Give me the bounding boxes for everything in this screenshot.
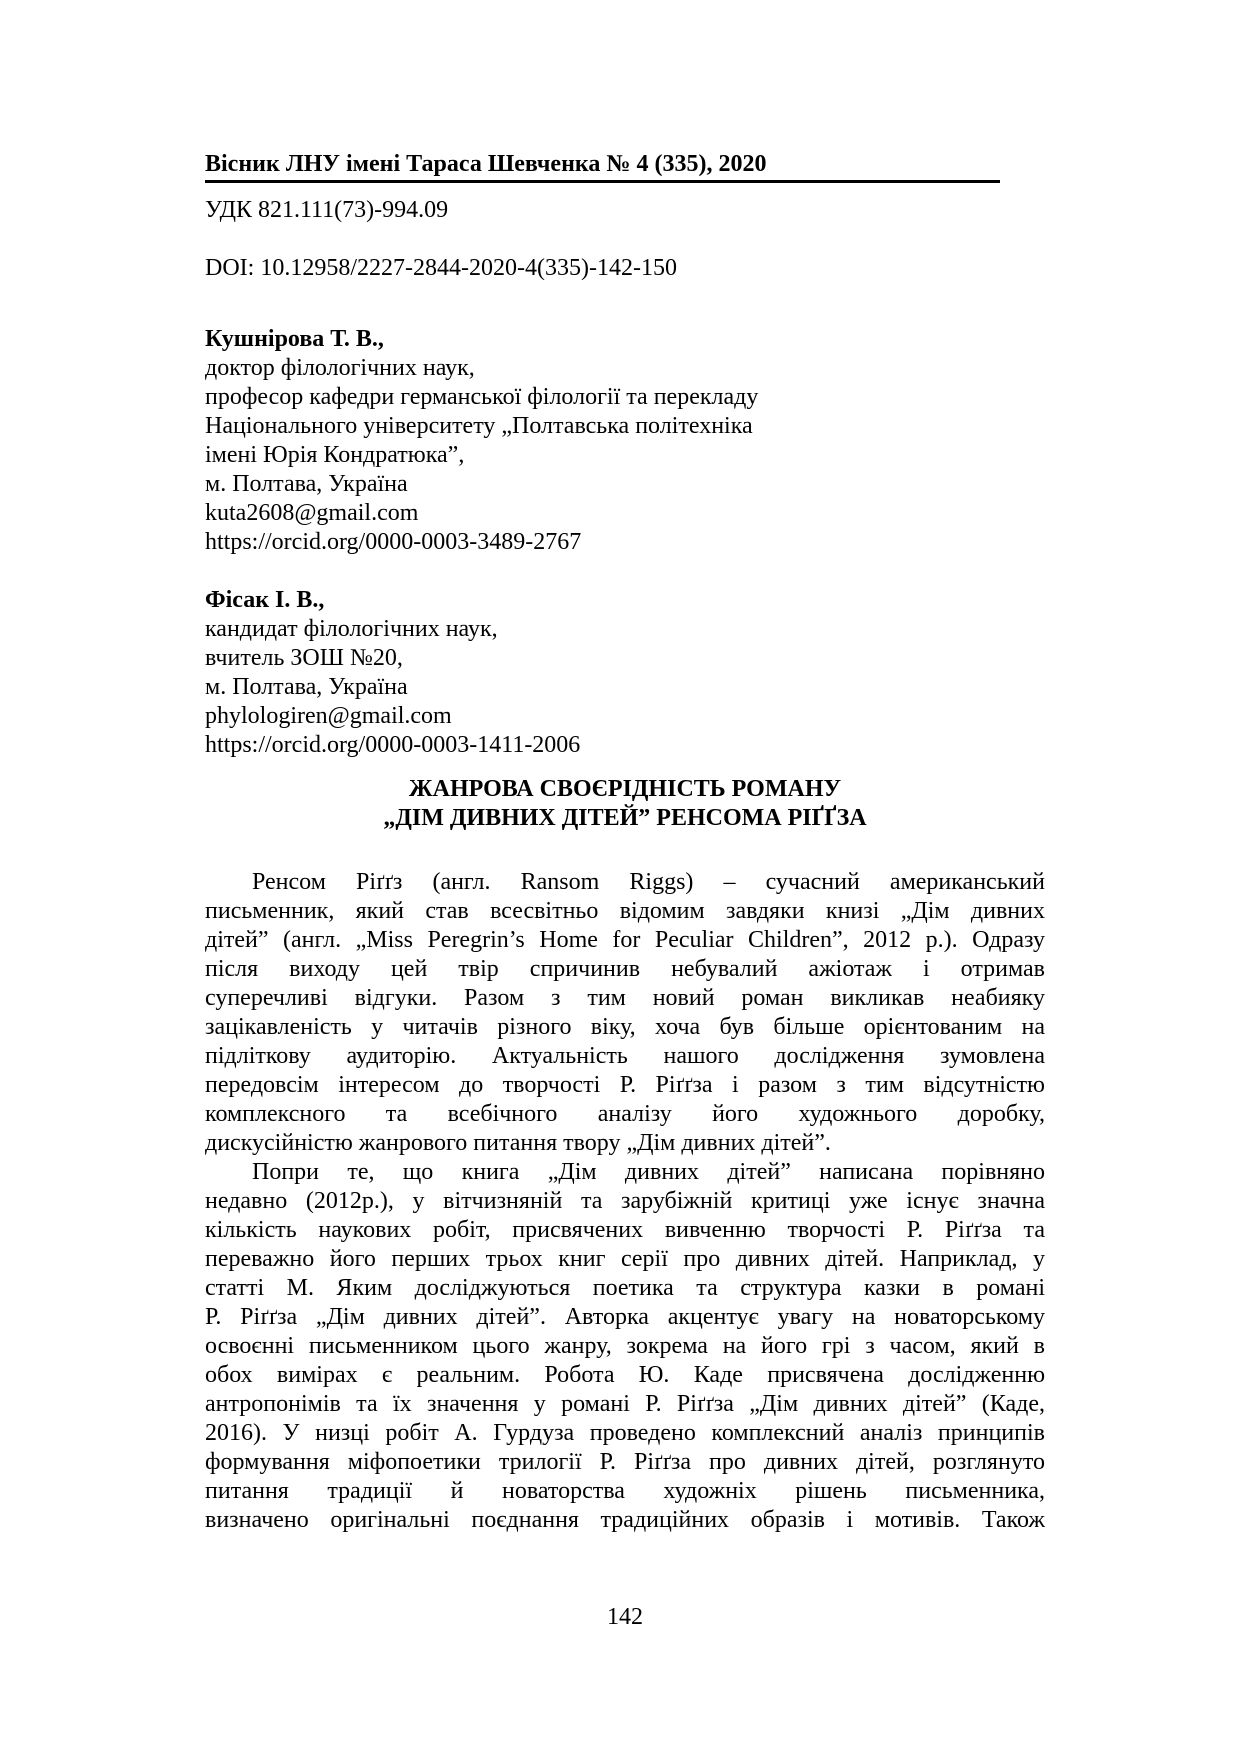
author-detail-line: професор кафедри германської філології та перекладу [205,384,759,410]
authors-section [205,325,1045,760]
author-detail-line: імені Юрія Кондратюка”, [205,442,465,468]
title-line: ЖАНРОВА СВОЄРІДНІСТЬ РОМАНУ [408,776,842,802]
author-detail-line: вчитель ЗОШ №20, [205,645,403,671]
body-line: передовсім інтересом до творчості Р. Ріґґза і разом з тим відсутністю [205,1072,1045,1098]
udc-code: УДК 821.111(73)-994.09 [205,197,449,223]
body-line: антропонімів та їх значення у романі Р. Ріґґза „Дім дивних дітей” (Каде, [205,1391,1045,1417]
author-block [205,325,1045,557]
page-number: 142 [607,1604,643,1630]
body-line: освоєнні письменником цього жанру, зокрема на його грі з часом, який в [205,1333,1045,1359]
journal-header [205,152,1000,183]
author-detail-line: phylologiren@gmail.com [205,703,452,729]
body-line: дітей” (англ. „Miss Peregrin’s Home for Peculiar Children”, 2012 р.). Одразу [205,927,1045,953]
body-line: зацікавленість у читачів різного віку, хоча був більше орієнтованим на [205,1014,1045,1040]
body-line: недавно (2012р.), у вітчизняній та зарубіжній критиці уже існує значна [205,1188,1045,1214]
journal-header-text: Вісник ЛНУ імені Тараса Шевченка № 4 (335), 2020 [205,151,767,177]
author-block [205,586,1045,760]
author-name: Фісак І. В., [205,587,325,613]
spacer [205,183,1045,196]
title-line: „ДІМ ДИВНИХ ДІТЕЙ” РЕНСОМА РІҐҐЗА [383,805,867,831]
paragraph [205,868,1045,1158]
author-detail-line: https://orcid.org/0000-0003-3489-2767 [205,529,582,555]
body-line: визначено оригінальні поєднання традиційних образів і мотивів. Також [205,1507,1045,1533]
body-line: формування міфопоетики трилогії Р. Ріґґза про дивних дітей, розглянуто [205,1449,1045,1475]
page-content [205,152,1045,1632]
author-name: Кушнірова Т. В., [205,326,384,352]
author-detail-line: м. Полтава, Україна [205,471,408,497]
spacer [205,833,1045,868]
author-detail-line: доктор філологічних наук, [205,355,475,381]
body-line: питання традиції й новаторства художніх рішень письменника, [205,1478,1045,1504]
body-line: статті М. Яким досліджуються поетика та структура казки в романі [205,1275,1045,1301]
body-line: підліткову аудиторію. Актуальність нашого дослідження зумовлена [205,1043,1045,1069]
author-detail-line: kuta2608@gmail.com [205,500,419,526]
body-line: дискусійністю жанрового питання твору „Дім дивних дітей”. [205,1130,831,1156]
author-detail-line: Національного університету „Полтавська політехніка [205,413,753,439]
body-line: суперечливі відгуки. Разом з тим новий роман викликав неабияку [205,985,1045,1011]
author-detail-line: https://orcid.org/0000-0003-1411-2006 [205,732,581,758]
body-line: 2016). У низці робіт А. Гурдуза проведено комплексний аналіз принципів [205,1420,1045,1446]
body-line: переважно його перших трьох книг серії про дивних дітей. Наприклад, у [205,1246,1045,1272]
body-line: після виходу цей твір спричинив небувалий ажіотаж і отримав [205,956,1045,982]
body-line: кількість наукових робіт, присвячених вивченню творчості Р. Ріґґза та [205,1217,1045,1243]
body-line: комплексного та всебічного аналізу його художнього доробку, [205,1101,1045,1127]
body-line: Ренсом Ріґґз (англ. Ransom Riggs) – сучасний американський [252,869,1045,895]
body-line: письменник, який став всесвітньо відомим завдяки книзі „Дім дивних [205,898,1045,924]
article-title [205,775,1045,833]
spacer [205,283,1045,325]
paragraph [205,1158,1045,1535]
body-line: Попри те, що книга „Дім дивних дітей” написана порівняно [252,1159,1045,1185]
article-body [205,868,1045,1535]
spacer [205,225,1045,254]
author-detail-line: м. Полтава, Україна [205,674,408,700]
body-line: Р. Ріґґза „Дім дивних дітей”. Авторка акцентує увагу на новаторському [205,1304,1045,1330]
author-detail-line: кандидат філологічних наук, [205,616,498,642]
body-line: обох вимірах є реальним. Робота Ю. Каде присвячена дослідженню [205,1362,1045,1388]
doi-line: DOI: 10.12958/2227-2844-2020-4(335)-142-150 [205,255,677,281]
spacer [205,760,1045,775]
